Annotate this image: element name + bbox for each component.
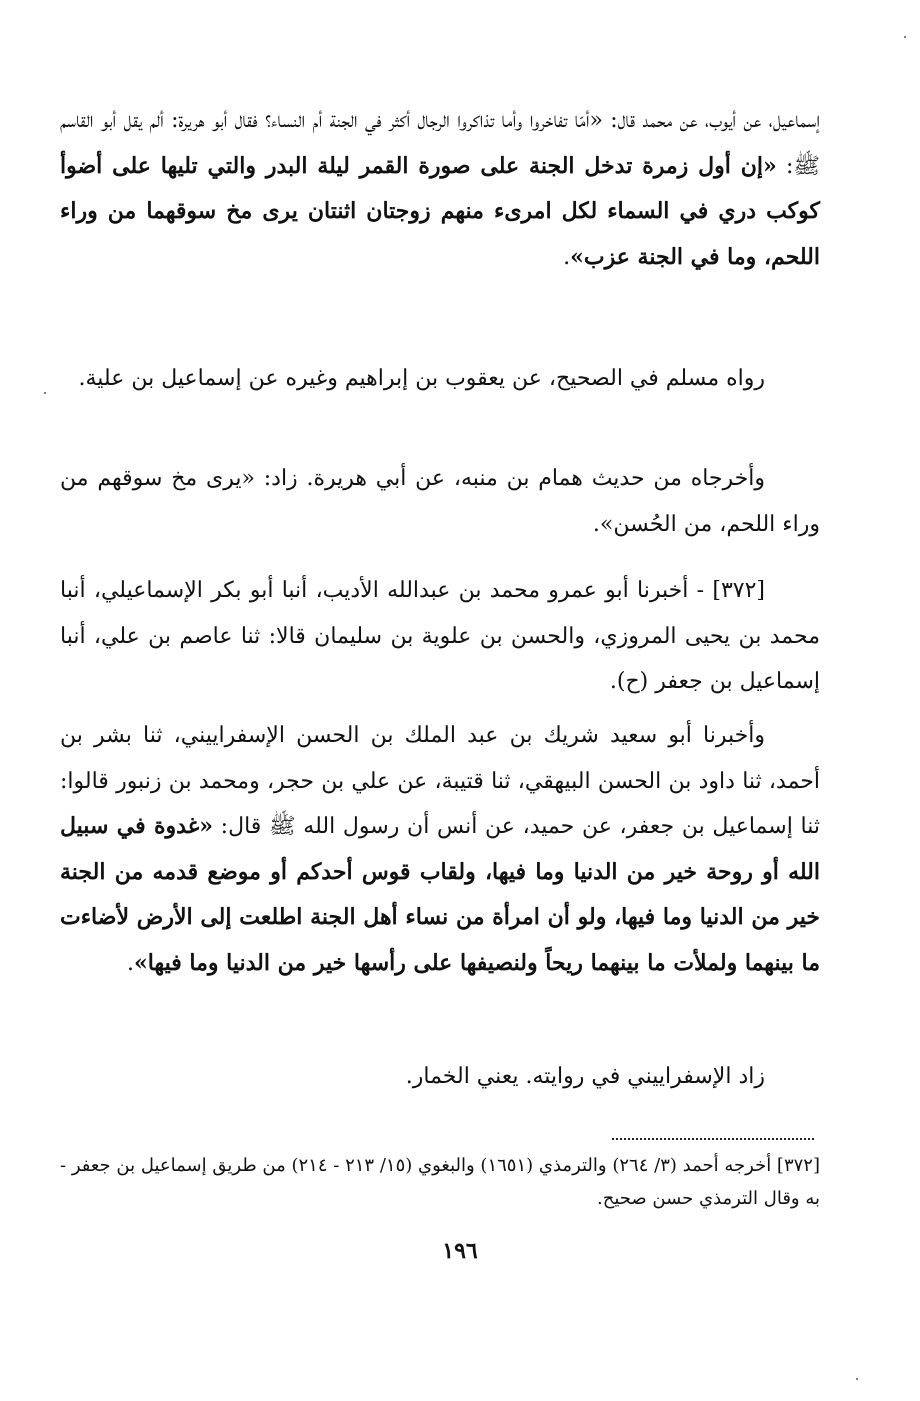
hadith-quote-bold: «إن أول زمرة تدخل الجنة على صورة القمر ليلة البدر والتي تليها على أضوأ كوكب دري في السماء لكل امرىء منهم زوجتان اثنتان يرى مخ سوقهما من وراء اللحم، وما في الجنة عزب» <box>60 152 820 270</box>
paragraph-hadith-372-chain <box>60 568 820 705</box>
paragraph-isfarayini-addition <box>60 1054 820 1100</box>
paragraph-text: وأخرجاه من حديث همام بن منبه، عن أبي هريرة. زاد: «يرى مخ سوقهم من وراء اللحم، من الحُسن». <box>60 466 820 537</box>
footnote-372: [٣٧٢] أخرجه أحمد (٣/ ٢٦٤) والترمذي (١٦٥١) والبغوي (١٥/ ٢١٣ - ٢١٤) من طريق إسماعيل بن جعفر - به وقال الترمذي حسن صحيح. <box>60 1155 820 1209</box>
paragraph-text: [٣٧٢] - أخبرنا أبو عمرو محمد بن عبدالله الأديب، أنبا أبو بكر الإسماعيلي، أنبا محمد بن يحيى المروزي، والحسن بن علوية بن سليمان قالا: ثنا عاصم بن علي، أنبا إسماعيل بن جعفر (ح). <box>60 578 820 694</box>
paragraph-hadith-ghadwa <box>60 713 820 986</box>
paragraph-muslim-narration <box>60 356 820 402</box>
page-number: ١٩٦ <box>442 1238 478 1264</box>
paragraph-text: وأخبرنا أبو سعيد شريك بن عبد الملك بن الحسن الإسفراييني، ثنا بشر بن أحمد، ثنا داود بن الحسن البيهقي، ثنا قتيبة، عن علي بن حجر، ومحمد بن زنبور قالوا: ثنا إسماعيل بن جعفر، عن حميد، عن أنس أن رسول الله ﷺ قال: <box>60 723 820 839</box>
paragraph-tail: . <box>126 950 134 976</box>
paragraph-text: إسماعيل، عن أيوب، عن محمد قال: «أمّا تفاخروا وأما تذاكروا الرجال أكثر في الجنة أم النساء؟ فقال أبو هريرة: ألم يقل أبو القاسم ﷺ: <box>60 108 820 179</box>
scan-speck <box>44 392 46 394</box>
paragraph-text: رواه مسلم في الصحيح، عن يعقوب بن إبراهيم وغيره عن إسماعيل بن علية. <box>78 366 765 391</box>
footnote-separator <box>612 1138 814 1140</box>
hadith-quote-bold: «غدوة في سبيل الله أو روحة خير من الدنيا وما فيها، ولقاب قوس أحدكم أو موضع قدمه من الجنة خير من الدنيا وما فيها، ولو أن امرأة من نساء أهل الجنة اطلعت إلى الأرض لأضاءت ما بينهما ولملأت ما بينهما ريحاً ولنصيفها على رأسها خير من الدنيا وما فيها» <box>60 813 820 976</box>
paragraph-tail: . <box>563 244 571 270</box>
scan-speck <box>904 36 906 38</box>
paragraph-hammam-narration <box>60 456 820 547</box>
paragraph-text: زاد الإسفراييني في روايته. يعني الخمار. <box>405 1064 765 1089</box>
paragraph-hadith-first-group <box>60 98 820 280</box>
scan-speck <box>856 1378 858 1380</box>
